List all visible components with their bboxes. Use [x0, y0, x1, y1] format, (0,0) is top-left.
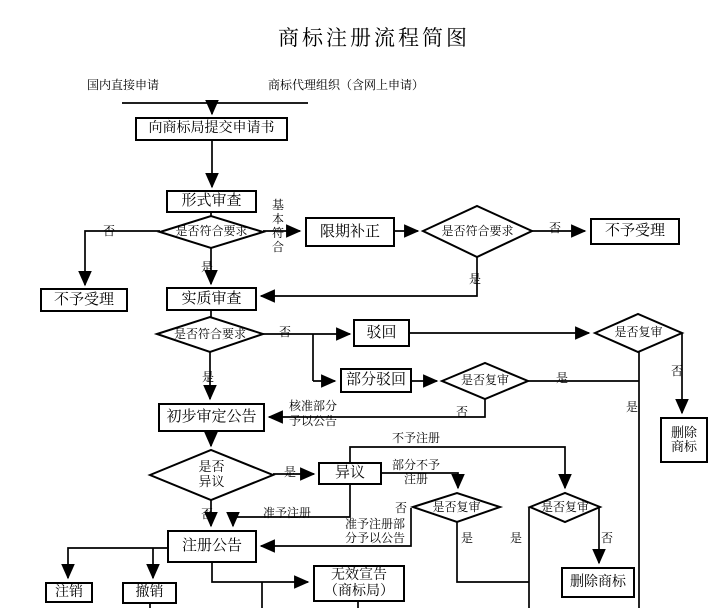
- node-objection: 异议: [318, 462, 382, 485]
- edge-label-not-register: 不予注册: [392, 431, 441, 445]
- page-title: 商标注册流程简图: [278, 26, 470, 50]
- label-domestic-apply: 国内直接申请: [87, 78, 160, 92]
- edge-label-basically-meet: 基本符合: [272, 198, 285, 254]
- node-revoke: 撤销: [122, 582, 177, 604]
- edge-label-correction-yes: 是: [469, 272, 482, 286]
- edge-label-pnr-review-no: 否: [395, 501, 408, 515]
- node-delete-mark-bottom: 删除商标: [561, 567, 635, 598]
- label-agency-apply: 商标代理组织（含网上申请）: [268, 78, 425, 92]
- edge-label-objection-yes: 是: [284, 465, 297, 479]
- diamond-label-not-register-review: 是否复审: [540, 499, 589, 514]
- edge-label-partial-review-no: 否: [456, 405, 469, 419]
- diamond-label-formal-check: 是否符合要求: [175, 224, 248, 239]
- edge-label-approve-register: 准予注册: [263, 506, 312, 520]
- node-reject: 驳回: [353, 319, 410, 347]
- edge-label-objection-no: 否: [201, 507, 214, 521]
- edge-label-reject-review-yes: 是: [626, 400, 639, 414]
- diamond-label-substantive-check: 是否符合要求: [173, 326, 246, 341]
- diamond-label-partial-not-register-review: 是否复审: [432, 499, 481, 514]
- node-substantive-exam: 实质审查: [166, 287, 257, 311]
- edge-label-pnr-review-yes: 是: [461, 531, 474, 545]
- edge-label-partial-review-yes: 是: [556, 371, 569, 385]
- node-preliminary-publication: 初步审定公告: [158, 403, 265, 432]
- edge-label-approve-register-part-publish: 准予注册部分予以公告: [345, 517, 406, 545]
- edge-label-approved-part-publish: 核准部分予以公告: [289, 399, 338, 428]
- diamond-label-objection-check: 是否异议: [198, 459, 225, 489]
- edge-label-nr-review-no: 否: [601, 531, 614, 545]
- node-not-accept-right: 不予受理: [590, 218, 680, 245]
- node-formal-exam: 形式审查: [166, 190, 257, 213]
- edge-label-reject-review-no: 否: [671, 364, 684, 378]
- edge-label-correction-no: 否: [549, 221, 562, 235]
- node-correction: 限期补正: [305, 217, 395, 247]
- edge-label-substantive-yes: 是: [202, 370, 215, 384]
- node-invalidation: 无效宣告 （商标局）: [313, 565, 405, 602]
- node-partial-reject: 部分驳回: [340, 368, 412, 393]
- edge-label-partial-not-register: 部分不予注册: [391, 458, 440, 486]
- edge-label-substantive-no: 否: [279, 325, 292, 339]
- edge-label-formal-yes: 是: [201, 260, 214, 274]
- node-registration-publication: 注册公告: [167, 530, 257, 563]
- diamond-label-partial-reject-review: 是否复审: [460, 373, 509, 388]
- node-write-off: 注销: [45, 582, 93, 603]
- node-not-accept-left: 不予受理: [40, 288, 128, 312]
- diamond-label-reject-review: 是否复审: [614, 325, 663, 340]
- edge-label-formal-no: 否: [103, 224, 116, 238]
- diamond-label-correction-check: 是否符合要求: [441, 223, 514, 238]
- node-submit-application: 向商标局提交申请书: [135, 117, 288, 141]
- edge-label-nr-review-yes: 是: [510, 531, 523, 545]
- node-delete-mark-right: 删除商标: [660, 417, 708, 463]
